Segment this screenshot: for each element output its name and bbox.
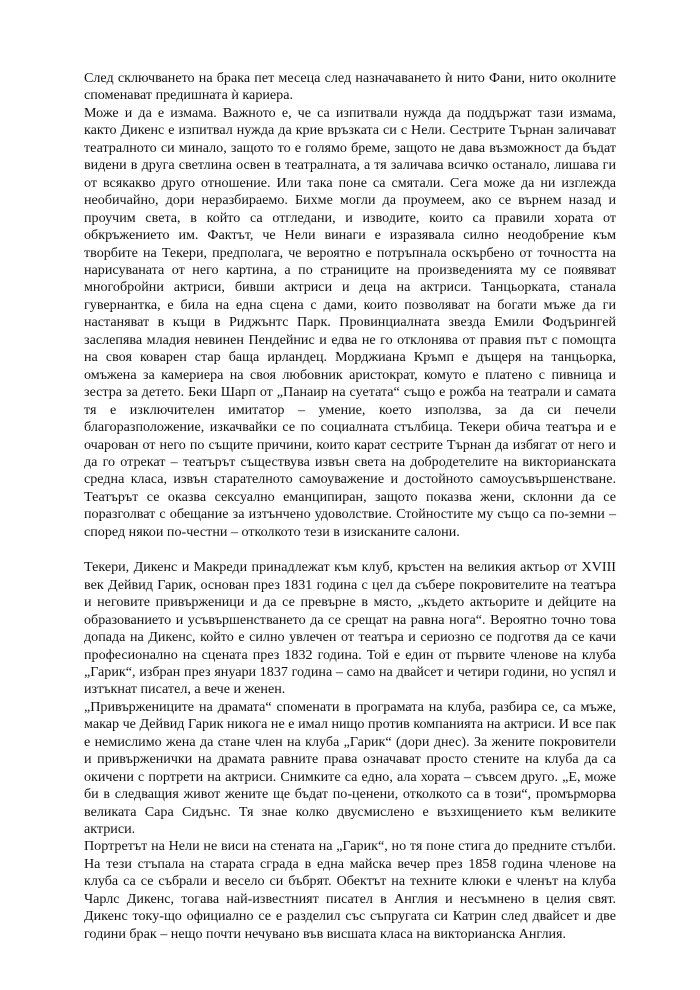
document-page <box>84 70 616 943</box>
paragraph-gap <box>84 541 616 559</box>
paragraph-deception: Може и да е измама. Важното е, че са изпитвали нужда да поддържат тази измама, както Дикенс е изпитвал нужда да крие връзката си с Нели. Сестрите Търнан заличават театралното си минало, защото то е голямо бреме, защото не дава възможност да бъдат видени в друга светлина освен в театралната, а тя заличава всичко останало, лишава ги от всякакво друго отношение. Или така поне са смятали. Сега може да ни изглежда необичайно, дори неразбираемо. Бихме могли да проумеем, ако се върнем назад и проучим света, в който са отгледани, и изводите, които са правили хората от обкръжението им. Фактът, че Нели винаги е изразявала силно неодобрение към творбите на Текери, предполага, че вероятно е потръпнала оскърбено от точността на нарисуваната от него картина, а по страниците на произведенията му се появяват многобройни актриси, бивши актриси и деца на актриси. Танцьорката, станала гувернантка, е била на една сцена с дами, които позволяват на богати мъже да ги настаняват в къщи в Риджънтс Парк. Провинциалната звезда Емили Фодърингей заслепява младия невинен Пендейнис и едва не го отклонява от правия път с помощта на своя коварен стар баща ирландец. Морджиана Кръмп е дъщеря на танцьорка, омъжена за камериера на своя любовник аристократ, комуто е платено с пивница и зестра за детето. Беки Шарп от „Панаир на суетата“ също е рожба на театрали и самата тя е изключителен имитатор – умение, което използва, за да си печели благоразположение, изкачвайки се по социалната стълбица. Текери обича театъра и е очарован от него по същите причини, които карат сестрите Търнан да избягат от него и да го отрекат – театърът съществува извън света на добродетелите на викторианската средна класа, извън старателното самоуважение и достойното самоусъвършенстване. Театърът се оказва сексуално еманципиран, защото показва жени, склонни да се поразголват с обещание за изтънчено удоволствие. Стойностите му също са по-земни – според някои по-честни – отколкото тези в изисканите салони. <box>84 104 616 540</box>
paragraph-garrick-club: Текери, Дикенс и Макреди принадлежат към клуб, кръстен на великия актьор от XVIII век Дейвид Гарик, основан през 1831 година с цел да събере покровителите на театъра и неговите привърженици и да се превърне в място, „където актьорите и дейците на образованието и усъвършенстването да се срещат на равна нога“. Вероятно точно това допада на Дикенс, който е силно увлечен от театъра и сериозно се подготвя да се качи професионално на сцената през 1832 година. Той е един от първите членове на клуба „Гарик“, избран през януари 1837 година – само на двайсет и четири години, но успял и изтъкнат писател, а вече и женен. <box>84 559 616 698</box>
paragraph-drama-supporters: „Привържениците на драмата“ споменати в програмата на клуба, разбира се, са мъже, макар че Дейвид Гарик никога не е имал нищо против компанията на актриси. И все пак е немислимо жена да стане член на клуба „Гарик“ (дори днес). За жените покровители и привърженички на драмата равните права означават просто стените на клуба да са окичени с портрети на актриси. Снимките са едно, ала хората – съвсем друго. „Е, може би в следващия живот жените ще бъдат по-ценени, отколкото са в този“, промърморва великата Сара Сидънс. Тя знае колко двусмислено е възхищението към великите актриси. <box>84 698 616 838</box>
paragraph-marriage: След сключването на брака пет месеца след назначаването ѝ нито Фани, нито околните споменават предишната ѝ кариера. <box>84 70 616 104</box>
paragraph-nelly-portrait: Портретът на Нели не виси на стената на „Гарик“, но тя поне стига до предните стълби. На тези стъпала на старата сграда в една майска вечер през 1858 година членове на клуба са се събрали и весело си бъбрят. Обектът на техните клюки е членът на клуба Чарлс Дикенс, тогава най-известният писател в Англия и несъмнено в целия свят. Дикенс току-що официално се е разделил със съпругата си Катрин след двайсет и две години брак – нещо почти нечувано във висшата класа на викторианска Англия. <box>84 838 616 942</box>
